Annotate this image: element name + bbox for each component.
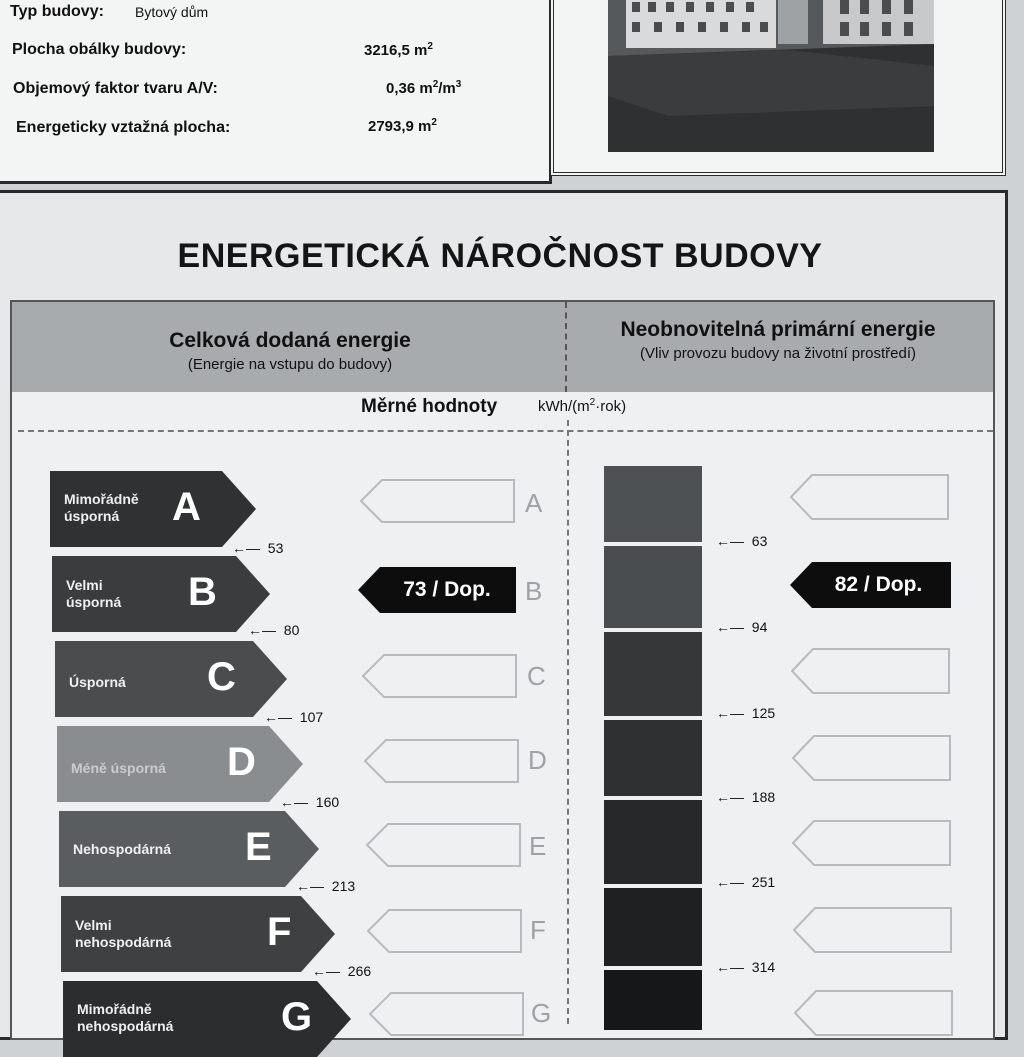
- empty-result-arrow: [369, 992, 525, 1036]
- reference-area-value: 2793,9 $m^2$: [368, 117, 437, 135]
- shape-factor-label: Objemový faktor tvaru A/V:: [13, 80, 218, 97]
- empty-result-arrow: [793, 907, 953, 953]
- delivered-energy-result: 73 / Dop.: [358, 567, 516, 613]
- class-name: Velmi nehospodárná: [75, 917, 172, 950]
- delivered-energy-subtitle: (Energie na vstupu do budovy): [187, 356, 393, 373]
- envelope-area-label: Plocha obálky budovy:: [12, 41, 187, 58]
- empty-result-arrow: [360, 479, 516, 523]
- class-arrow-a: [50, 471, 258, 547]
- threshold-right: ←— 63: [716, 533, 768, 549]
- empty-result-arrow: [366, 823, 522, 867]
- scale-segment-d: [604, 720, 702, 796]
- primary-energy-subtitle: (Vliv provozu budovy na životní prostředí): [640, 345, 916, 362]
- scale-segment-e: [604, 800, 702, 884]
- empty-result-arrow: [791, 648, 951, 694]
- class-arrow-g: [63, 981, 353, 1057]
- scale-segment-c: [604, 632, 702, 716]
- reference-area-label: Energeticky vztažná plocha:: [16, 119, 231, 136]
- building-type-value: Bytový dům: [135, 4, 209, 20]
- primary-energy-title: Neobnovitelná primární energie: [620, 318, 936, 341]
- shape-factor-value: 0,36 $m^2/m^3$: [386, 79, 462, 97]
- empty-result-arrow: [792, 735, 952, 781]
- scale-segment-a: [604, 466, 702, 542]
- scale-segment-f: [604, 888, 702, 966]
- building-photo: [608, 0, 934, 152]
- specific-values-label: Měrné hodnoty: [361, 396, 498, 417]
- row-letter: E: [529, 831, 547, 861]
- class-arrow-d: [57, 726, 305, 802]
- column-dashed-divider: [567, 420, 569, 1024]
- class-name: Úsporná: [69, 674, 126, 690]
- class-letter: E: [245, 825, 272, 869]
- row-letter: A: [525, 488, 543, 518]
- threshold-left: ←— 266: [312, 963, 372, 979]
- empty-result-arrow: [794, 990, 954, 1036]
- class-letter: G: [281, 995, 313, 1039]
- threshold-left: ←— 107: [264, 709, 324, 725]
- threshold-right: ←— 314: [716, 959, 776, 975]
- class-letter: B: [188, 570, 217, 614]
- empty-result-arrow: [364, 739, 520, 783]
- threshold-left: ←— 53: [232, 540, 284, 556]
- threshold-right: ←— 188: [716, 789, 776, 805]
- class-name: Nehospodárná: [73, 841, 172, 857]
- building-type-label: Typ budovy:: [10, 3, 104, 20]
- class-name: Velmi úsporná: [66, 577, 122, 610]
- empty-result-arrow: [792, 820, 952, 866]
- threshold-left: ←— 80: [248, 622, 300, 638]
- class-arrow-f: [61, 896, 337, 972]
- specific-values-unit: kWh/$(m^2\cdot rok)$: [538, 397, 627, 415]
- empty-result-arrow: [367, 909, 523, 953]
- header-dashed-line: [18, 430, 993, 432]
- threshold-left: ←— 213: [296, 878, 356, 894]
- class-letter: D: [227, 740, 256, 784]
- class-name: Mimořádně nehospodárná: [77, 1001, 174, 1034]
- class-name: Mimořádně úsporná: [64, 491, 139, 524]
- empty-result-arrow: [790, 474, 950, 520]
- class-letter: F: [267, 910, 292, 954]
- row-letter: G: [531, 998, 552, 1028]
- class-arrow-b: [52, 556, 272, 632]
- empty-result-arrow: [362, 654, 518, 698]
- class-name: Méně úsporná: [71, 760, 166, 776]
- threshold-right: ←— 94: [716, 619, 768, 635]
- scale-segment-g: [604, 970, 702, 1030]
- row-letter: D: [528, 745, 547, 775]
- row-letter: C: [527, 661, 546, 691]
- threshold-left: ←— 160: [280, 794, 340, 810]
- envelope-area-value: 3216,5 $m^2$: [364, 41, 433, 59]
- row-letter: F: [530, 915, 546, 945]
- page-title: ENERGETICKÁ NÁROČNOST BUDOVY: [177, 237, 823, 275]
- threshold-right: ←— 251: [716, 874, 776, 890]
- threshold-right: ←— 125: [716, 705, 776, 721]
- delivered-energy-title: Celková dodaná energie: [169, 329, 411, 352]
- scale-segment-b: [604, 546, 702, 628]
- class-arrow-e: [59, 811, 321, 887]
- header-divider: [565, 302, 567, 392]
- primary-energy-result: 82 / Dop.: [790, 562, 951, 608]
- class-letter: C: [207, 655, 236, 699]
- row-letter: B: [525, 576, 543, 606]
- class-arrow-c: [55, 641, 289, 717]
- class-letter: A: [172, 485, 201, 529]
